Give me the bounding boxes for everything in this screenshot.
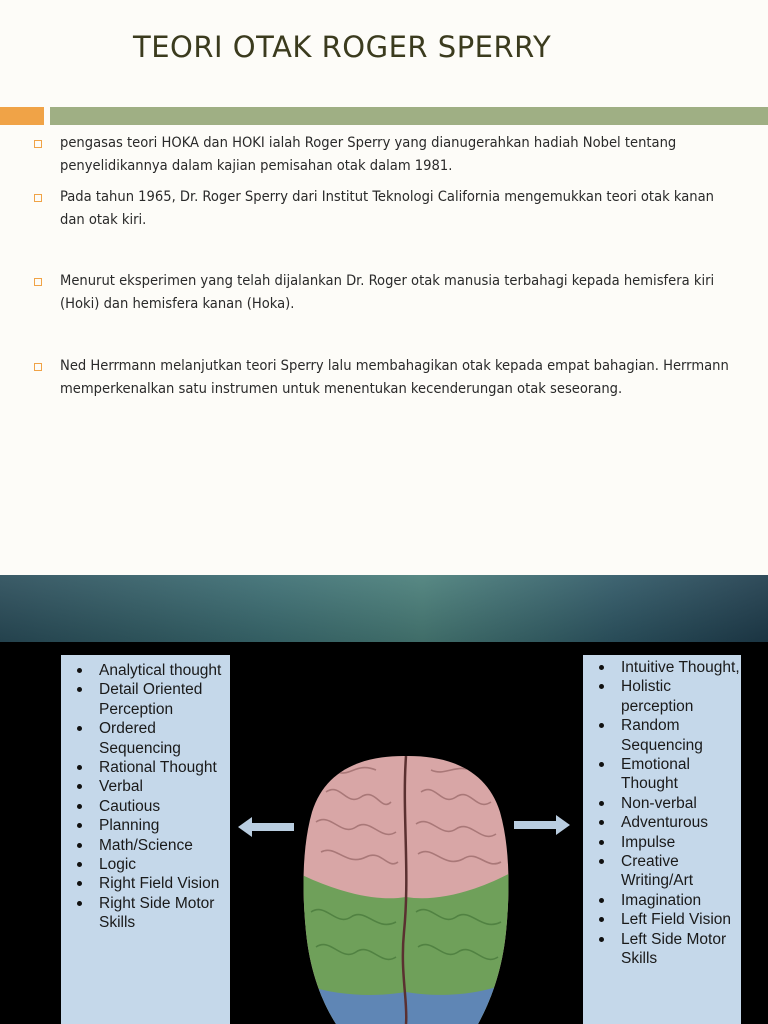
bullet-item	[30, 270, 742, 315]
brain-hemisphere-figure	[0, 642, 768, 1024]
left-trait-item: Logic	[61, 855, 230, 874]
slide-title: TEORI OTAK ROGER SPERRY	[133, 30, 552, 64]
accent-bar-green	[50, 107, 768, 125]
square-bullet-icon	[34, 363, 42, 371]
accent-bar-orange	[0, 107, 44, 125]
square-bullet-icon	[34, 278, 42, 286]
square-bullet-icon	[34, 140, 42, 148]
left-trait-item: Right Side Motor Skills	[61, 894, 230, 933]
left-hemisphere-traits	[61, 655, 230, 1024]
bullet-item	[30, 355, 742, 400]
left-trait-item: Ordered Sequencing	[61, 719, 230, 758]
right-arrow-icon	[514, 815, 570, 835]
left-trait-item: Rational Thought	[61, 758, 230, 777]
bullet-text: Ned Herrmann melanjutkan teori Sperry lalu membahagikan otak kepada empat bahagian. Herrmann memperkenalkan satu instrumen untuk menentukan kecenderungan otak seseorang.	[60, 357, 729, 397]
left-trait-item: Right Field Vision	[61, 874, 230, 893]
right-trait-item: Emotional Thought	[583, 755, 741, 794]
bullet-text: pengasas teori HOKA dan HOKI ialah Roger Sperry yang dianugerahkan hadiah Nobel tentang penyelidikannya dalam kajian pemisahan otak dalam 1981.	[60, 134, 677, 174]
left-trait-item: Detail Oriented Perception	[61, 680, 230, 719]
right-trait-item: Intuitive Thought,	[583, 658, 741, 677]
left-trait-item: Cautious	[61, 797, 230, 816]
right-trait-item: Non-verbal	[583, 794, 741, 813]
left-trait-item: Analytical thought	[61, 661, 230, 680]
teal-divider-shade	[0, 575, 768, 642]
right-trait-item: Creative Writing/Art	[583, 852, 741, 891]
bullet-item	[30, 186, 742, 231]
right-hemisphere-traits	[583, 655, 741, 1024]
left-arrow-icon	[238, 817, 294, 837]
right-trait-item: Holistic perception	[583, 677, 741, 716]
right-trait-item: Left Side Motor Skills	[583, 930, 741, 969]
bullet-item	[30, 132, 742, 177]
left-trait-item: Planning	[61, 816, 230, 835]
bullet-text: Menurut eksperimen yang telah dijalankan Dr. Roger otak manusia terbahagi kepada hemisfera kiri (Hoki) dan hemisfera kanan (Hoka).	[60, 272, 715, 312]
left-trait-item: Math/Science	[61, 836, 230, 855]
right-trait-item: Imagination	[583, 891, 741, 910]
right-trait-item: Impulse	[583, 833, 741, 852]
right-trait-item: Left Field Vision	[583, 910, 741, 929]
brain-illustration	[296, 752, 516, 1024]
bullet-text: Pada tahun 1965, Dr. Roger Sperry dari Institut Teknologi California mengemukkan teori otak kanan dan otak kiri.	[60, 188, 714, 228]
right-trait-item: Random Sequencing	[583, 716, 741, 755]
left-trait-item: Verbal	[61, 777, 230, 796]
right-trait-item: Adventurous	[583, 813, 741, 832]
square-bullet-icon	[34, 194, 42, 202]
